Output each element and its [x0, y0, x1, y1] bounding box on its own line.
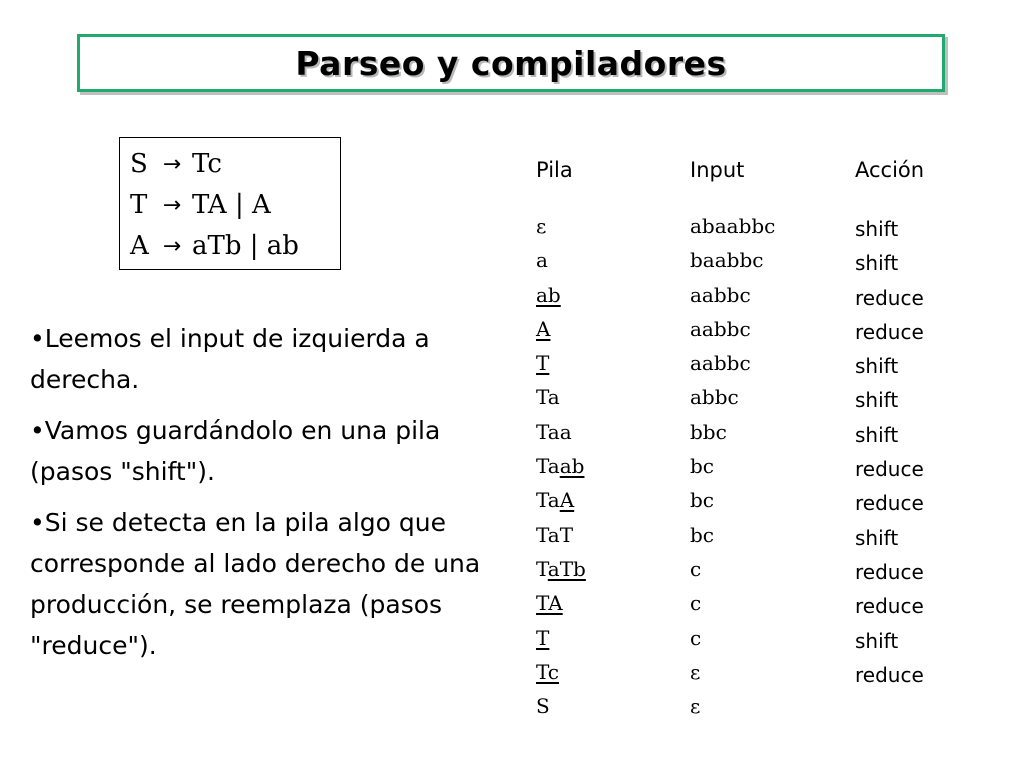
pila-cell	[536, 552, 586, 586]
grammar-rule	[130, 144, 340, 185]
arrow-icon: →	[162, 152, 182, 177]
pila-cell	[536, 415, 586, 449]
input-cell: abbc	[690, 385, 739, 410]
pila-text: Ta	[536, 385, 560, 410]
input-cell: c	[690, 625, 702, 650]
pila-text: T	[536, 556, 548, 581]
arrow-icon: →	[162, 193, 182, 218]
input-cell: aabbc	[690, 316, 751, 341]
pila-cell	[536, 278, 586, 312]
input-cell: ε	[690, 659, 701, 684]
input-cell: bbc	[690, 419, 727, 444]
input-cell: aabbc	[690, 351, 751, 376]
accion-cell: reduce	[855, 559, 924, 584]
pila-text: TaT	[536, 522, 574, 547]
pila-handle: A	[536, 316, 551, 341]
accion-cell: shift	[855, 251, 899, 276]
input-cell: abaabbc	[690, 214, 776, 238]
input-cell: aabbc	[690, 282, 751, 307]
accion-cell: shift	[855, 354, 899, 379]
accion-cell: shift	[855, 422, 899, 447]
grammar-rule	[130, 185, 340, 226]
slide-title: Parseo y compiladores	[295, 43, 727, 83]
input-cell: c	[690, 556, 702, 581]
pila-cell	[536, 518, 586, 552]
pila-cell	[536, 209, 586, 243]
accion-cell: shift	[855, 525, 899, 550]
pila-cell	[536, 449, 586, 483]
pila-text: ε	[536, 214, 547, 238]
pila-column	[536, 209, 586, 723]
rule-rhs: aTb | ab	[192, 231, 299, 261]
pila-cell	[536, 689, 586, 723]
bullet-item: •Vamos guardándolo en una pila (pasos "shift").	[30, 416, 441, 486]
header-input: Input	[690, 158, 745, 182]
pila-handle: ab	[559, 454, 585, 479]
header-pila: Pila	[536, 158, 573, 182]
accion-cell: shift	[855, 388, 899, 413]
grammar-rule	[130, 226, 340, 267]
input-cell: bc	[690, 454, 715, 479]
input-cell: bc	[690, 488, 715, 513]
pila-cell	[536, 243, 586, 277]
pila-handle: aTb	[547, 556, 586, 581]
pila-handle: T	[536, 625, 550, 650]
rule-rhs: Tc	[192, 149, 222, 179]
pila-handle: T	[536, 351, 550, 376]
input-cell: ε	[690, 694, 701, 719]
pila-cell	[536, 312, 586, 346]
pila-text: a	[536, 248, 548, 273]
bullet-item: •Si se detecta en la pila algo que corresponde al lado derecho de una producción, se reemplaza (pasos "reduce").	[30, 508, 481, 660]
input-cell: baabbc	[690, 248, 764, 273]
pila-cell	[536, 586, 586, 620]
grammar-box	[119, 137, 341, 270]
rule-lhs: A	[130, 231, 149, 261]
pila-text: Ta	[536, 454, 560, 479]
input-column	[690, 209, 775, 723]
pila-handle: ab	[536, 282, 561, 307]
accion-column	[855, 212, 924, 692]
arrow-icon: →	[162, 234, 182, 259]
bullet-item: •Leemos el input de izquierda a derecha.	[30, 324, 430, 394]
rule-lhs: T	[130, 190, 148, 220]
pila-cell	[536, 380, 586, 414]
accion-cell: reduce	[855, 319, 924, 344]
title-box	[77, 34, 945, 92]
accion-cell: reduce	[855, 594, 924, 619]
pila-cell	[536, 483, 586, 517]
input-cell: c	[690, 591, 702, 616]
pila-text: S	[536, 694, 550, 719]
pila-handle: TA	[536, 591, 563, 616]
accion-cell: reduce	[855, 285, 924, 310]
bullet-list	[30, 318, 500, 676]
pila-handle: A	[559, 488, 575, 513]
rule-lhs: S	[130, 149, 148, 179]
pila-cell	[536, 655, 586, 689]
pila-handle: Tc	[536, 659, 559, 684]
accion-cell: reduce	[855, 662, 924, 687]
rule-rhs: TA | A	[192, 190, 271, 220]
pila-cell	[536, 346, 586, 380]
accion-cell: shift	[855, 628, 899, 653]
pila-text: Taa	[536, 419, 572, 444]
header-accion: Acción	[855, 158, 925, 182]
accion-cell: shift	[855, 217, 899, 241]
accion-cell: reduce	[855, 457, 924, 482]
pila-cell	[536, 621, 586, 655]
accion-cell: reduce	[855, 491, 924, 516]
input-cell: bc	[690, 522, 715, 547]
pila-text: Ta	[536, 488, 560, 513]
